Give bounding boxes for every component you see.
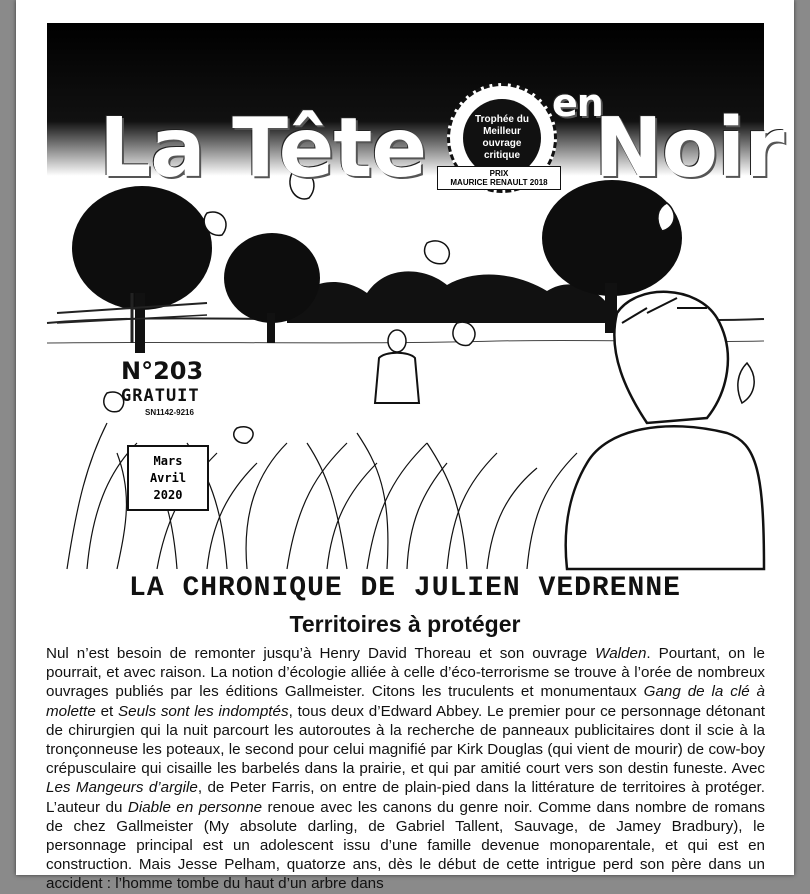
article-text-run: renoue avec les canons du genre noir. Comme dans nombre de romans de chez Gallmeister (My absolute darling, de Gabriel Tallent, Sauvage, de Jamey Bradbury), le personnage principal est un adolescent issu d’une famille devenue monoparentale, et qui est en construction. Mais Jesse Pelham, quatorze ans, dès le début de cette intrigue perd son père dans un accident : l’homme tombe du haut d’un arbre dans [46,798,765,893]
award-ribbon-line-2: MAURICE RENAULT 2018 [450,178,548,187]
article-title: Territoires à protéger [289,611,521,637]
date-month-1: Mars [153,453,183,468]
article-text-run: Nul n’est besoin de remonter jusqu’à Henry David Thoreau et son ouvrage [46,645,596,662]
article-title-reference: Walden [595,645,647,662]
article-title-reference: Gang de la clé à molette [46,683,765,720]
article-body [46,644,765,894]
article-title-reference: Diable en personne [127,798,263,816]
award-ribbon-line-1: PRIX [489,169,509,178]
badge-line-3: critique [483,150,521,161]
article-text-run: . Pourtant, on le pourrait, et avec raison. La notion d’écologie alliée à celle d’éco-terrorisme se trouve à l’orée de nombreux ouvrages publiés par les éditions Gallmeister. Citons les truculents et monumentaux [46,645,765,701]
issue-date-box [127,445,209,511]
article-title-reference: Les Mangeurs d’argile [46,779,198,797]
article-title-reference: Seuls sont les indomptés [118,702,289,720]
masthead-en-text: en [552,81,603,125]
award-ribbon [437,166,561,190]
date-month-2: Avril [149,470,187,485]
date-year: 2020 [153,487,183,502]
cover-illustration [47,23,784,569]
masthead-main-text: La Tête [99,101,427,196]
article-text-run: et [95,702,119,720]
article-text-run: , tous deux d’Edward Abbey. Le premier pour ce personnage détonant de chirurgien qui la nuit parcourt les autoroutes à la recherche de panneaux publicitaires dont il scie à la tronçonneuse les poteaux, le second pour celui magnifié par Kirk Douglas (qui vient de mourir) de cow-boy crépusculaire qui cisaille les barbelés dans la prairie, et qui par amitié court vers son destin funeste. Avec [46,702,766,778]
issue-free-label: GRATUIT [121,386,200,406]
masthead-noir-text: Noir [594,101,784,196]
badge-line-1: Trophée du [475,114,529,125]
badge-line-2: Meilleur ouvrage [482,126,522,149]
document-page [16,0,794,893]
article-text-run: , de Peter Farris, on entre de plain-pied dans la littérature de territoires à protéger. L’auteur du [46,779,765,816]
section-heading: LA CHRONIQUE DE JULIEN VEDRENNE [129,573,681,604]
issn-number: SN1142-9216 [145,408,194,417]
issue-number: N°203 [121,357,204,385]
